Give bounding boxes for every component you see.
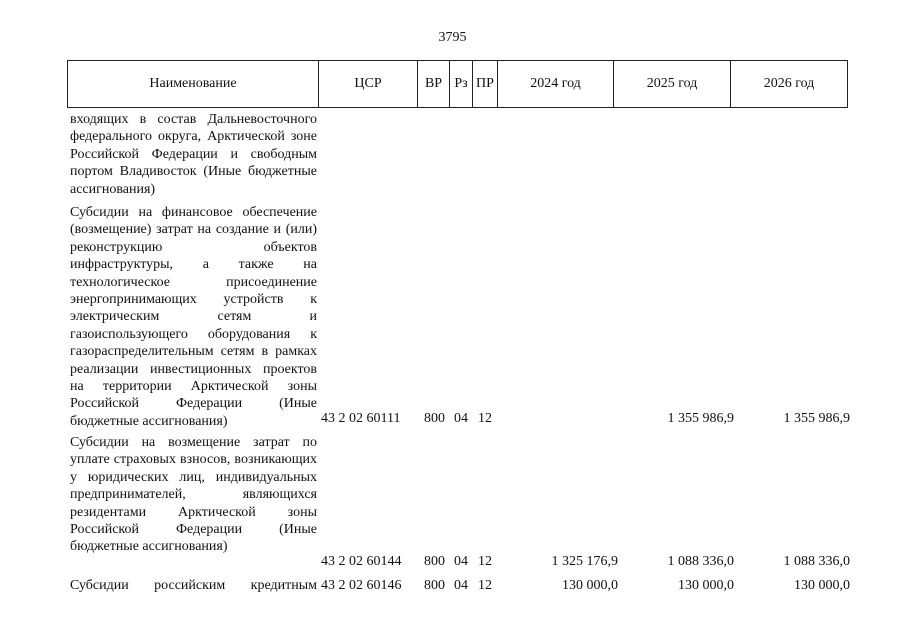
table-row-3-rz: 04 xyxy=(454,578,468,593)
page-number: 3795 xyxy=(438,30,467,45)
table-row-0-name: входящих в состав Дальневосточного федерального округа, Арктической зоне Российской Федерации и свободным портом Владивосток (Иные бюджетные ассигнования) xyxy=(70,112,317,197)
table-row-1-pr: 12 xyxy=(478,411,492,426)
table-row-3-vr: 800 xyxy=(424,578,445,593)
table-row-1-2025: 1 355 986,9 xyxy=(667,411,734,426)
column-header-2025: 2025 год xyxy=(614,61,731,107)
table-row-3-2026: 130 000,0 xyxy=(794,578,850,593)
table-row-3-name: Субсидии российским кредитным xyxy=(70,578,317,593)
table-row-3-pr: 12 xyxy=(478,578,492,593)
table-row-2-rz: 04 xyxy=(454,554,468,569)
table-row-3-csr: 43 2 02 60146 xyxy=(321,578,402,593)
column-header-name: Наименование xyxy=(68,61,319,107)
table-row-3-2025: 130 000,0 xyxy=(678,578,734,593)
table-header xyxy=(67,60,848,108)
table-row-2-name: Субсидии на возмещение затрат по уплате страховых взносов, возникающих у юридических лиц, индивидуальных предпринимателей, являющихся резидентами Арктической зоны Российской Федерации (Иные бюджетные ассигнования) xyxy=(70,435,317,555)
column-header-vr: ВР xyxy=(418,61,450,107)
table-row-1-rz: 04 xyxy=(454,411,468,426)
table-row-2-vr: 800 xyxy=(424,554,445,569)
table-row-1-vr: 800 xyxy=(424,411,445,426)
column-header-csr: ЦСР xyxy=(319,61,418,107)
table-row-2-2025: 1 088 336,0 xyxy=(667,554,734,569)
table-row-1-2026: 1 355 986,9 xyxy=(783,411,850,426)
column-header-pr: ПР xyxy=(473,61,498,107)
column-header-rz: Рз xyxy=(450,61,473,107)
table-row-1-name: Субсидии на финансовое обеспечение (возмещение) затрат на создание и (или) реконструкцию объектов инфраструктуры, а также на технологическое присоединение энергопринимающих устройств к электрическим сетям и газоиспользующего оборудования к газораспределительным сетям в рамках реализации инвестиционных проектов на территории Арктической зоны Российской Федерации (Иные бюджетные ассигнования) xyxy=(70,205,317,429)
table-row-2-2026: 1 088 336,0 xyxy=(783,554,850,569)
table-row-1-csr: 43 2 02 60111 xyxy=(321,411,401,426)
column-header-2026: 2026 год xyxy=(763,76,815,91)
table-row-3-2024: 130 000,0 xyxy=(562,578,618,593)
table-row-2-csr: 43 2 02 60144 xyxy=(321,554,402,569)
column-header-2024: 2024 год xyxy=(498,61,614,107)
table-row-2-pr: 12 xyxy=(478,554,492,569)
table-row-2-2024: 1 325 176,9 xyxy=(551,554,618,569)
